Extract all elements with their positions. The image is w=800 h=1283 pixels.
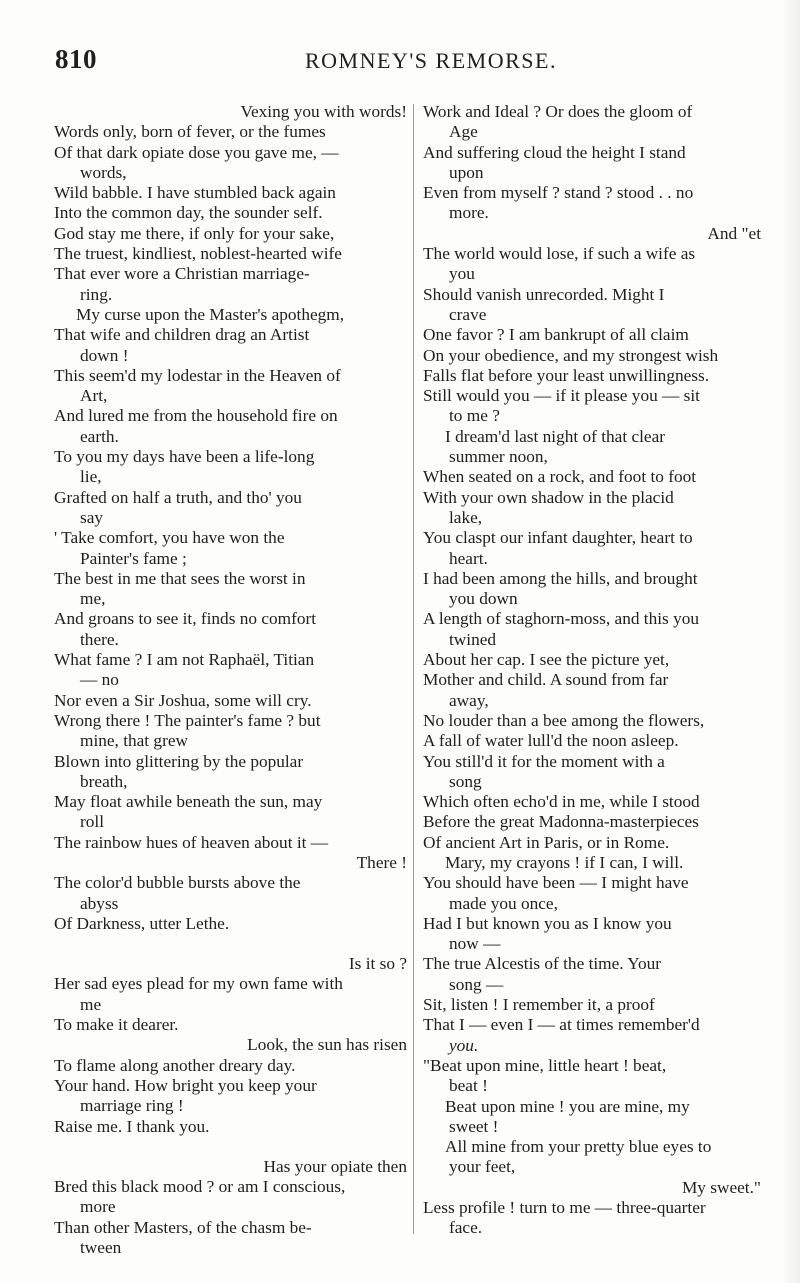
verse-line: To flame along another dreary day. [54,1055,296,1075]
verse-line: May float awhile beneath the sun, may [54,792,323,812]
verse-line: Of Darkness, utter Lethe. [54,913,230,933]
verse-line: Still would you — if it please you — sit [423,386,700,406]
verse-line: earth. [80,426,119,446]
verse-line: There ! [356,852,407,872]
verse-line: Look, the sun has risen [247,1035,407,1055]
verse-line: Sit, listen ! I remember it, a proof [423,995,655,1015]
verse-line: This seem'd my lodestar in the Heaven of [54,365,341,385]
verse-line: heart. [449,548,488,568]
verse-line: God stay me there, if only for your sake, [54,223,335,243]
verse-line: Into the common day, the sounder self. [54,203,323,223]
verse-line: roll [80,812,104,832]
verse-line: Vexing you with words! [240,102,407,121]
verse-line: The world would lose, if such a wife as [423,244,696,264]
verse-line: Art, [80,386,108,406]
stanza-gap [54,1137,407,1157]
verse-line: Has your opiate then [263,1156,407,1176]
verse-line: Painter's fame ; [80,548,187,568]
verse-line: summer noon, [449,447,548,467]
verse-line: Less profile ! turn to me — three-quarter [423,1198,706,1218]
page-header [55,44,755,84]
verse-line: Wild babble. I have stumbled back again [54,183,336,203]
verse-line: face. [449,1218,483,1238]
verse-line: your feet, [449,1157,516,1177]
verse-line: What fame ? I am not Raphaël, Titian [54,650,315,670]
verse-line: Should vanish unrecorded. Might I [423,284,665,304]
verse-line: All mine from your pretty blue eyes to [445,1137,712,1157]
verse-line: About her cap. I see the picture yet, [423,650,670,670]
verse-line: ' Take comfort, you have won the [54,528,285,548]
verse-line: now — [449,934,501,954]
verse-line: Of ancient Art in Paris, or in Rome. [423,832,670,852]
verse-line: Nor even a Sir Joshua, some will cry. [54,690,312,710]
verse-line: And suffering cloud the height I stand [423,142,686,162]
verse-line: My sweet." [681,1177,761,1197]
verse-line: And lured me from the household fire on [54,406,338,426]
verse-line: Words only, born of fever, or the fumes [54,122,326,142]
verse-line: Age [449,122,478,142]
verse-line: Wrong there ! The painter's fame ? but [54,710,321,730]
verse-line: sweet ! [449,1116,499,1136]
verse-line: mine, that grew [80,731,188,751]
verse-line: The true Alcestis of the time. Your [423,954,662,974]
verse-line: lake, [449,507,483,527]
verse-line: When seated on a rock, and foot to foot [423,467,697,487]
verse-line: And "et [707,223,761,243]
stanza-gap [54,934,407,954]
verse-line: me, [80,589,106,609]
verse-line: Of that dark opiate dose you gave me, — [54,142,339,162]
verse-line: To make it dearer. [54,1015,179,1035]
verse-line: Mary, my crayons ! if I can, I will. [445,852,684,872]
verse-line: I dream'd last night of that clear [445,426,666,446]
verse-line: No louder than a bee among the flowers, [423,710,705,730]
verse-line: One favor ? I am bankrupt of all claim [423,325,689,345]
right-column [423,102,771,1239]
verse-line: marriage ring ! [80,1096,184,1116]
verse-line: The truest, kindliest, noblest-hearted wife [54,244,342,264]
verse-line: tween [80,1238,122,1258]
verse-line: lie, [80,467,102,487]
verse-line: there. [80,629,119,649]
verse-line: With your own shadow in the placid [423,487,674,507]
verse-line: you. [449,1035,479,1055]
verse-line: The color'd bubble bursts above the [54,873,301,893]
verse-line: words, [80,162,127,182]
verse-line: song [449,771,482,791]
verse-line: you down [449,589,518,609]
verse-line: And groans to see it, finds no comfort [54,609,317,629]
verse-line: You should have been — I might have [423,873,689,893]
verse-line: Raise me. I thank you. [54,1116,210,1136]
verse-line: me [80,994,102,1014]
verse-line: more. [449,203,489,223]
verse-line: Grafted on half a truth, and tho' you [54,487,302,507]
verse-line: abyss [80,893,119,913]
verse-line: Blown into glittering by the popular [54,751,304,771]
verse-line: song — [449,974,504,994]
verse-line: The best in me that sees the worst in [54,568,306,588]
verse-line: You still'd it for the moment with a [423,751,665,771]
verse-line: My curse upon the Master's apothegm, [76,304,345,324]
verse-line: Even from myself ? stand ? stood . . no [423,183,694,203]
running-head: ROMNEY'S REMORSE. [305,48,557,73]
verse-line: Your hand. How bright you keep your [54,1075,317,1095]
verse-line: crave [449,304,487,324]
page-number: 810 [55,44,97,74]
verse-line: To you my days have been a life-long [54,447,315,467]
verse-line: That wife and children drag an Artist [54,325,310,345]
verse-line: That I — even I — at times remember'd [423,1015,700,1035]
verse-line: That ever wore a Christian marriage- [54,264,310,284]
verse-line: breath, [80,771,128,791]
verse-line: — no [80,670,119,690]
verse-line: ring. [80,284,113,304]
verse-line: upon [449,162,484,182]
verse-line: Bred this black mood ? or am I conscious, [54,1177,346,1197]
page-edge-shadow [782,0,800,1283]
verse-line: Falls flat before your least unwillingness. [423,365,710,385]
verse-line: made you once, [449,893,558,913]
verse-line: Work and Ideal ? Or does the gloom of [423,102,693,121]
verse-line: You claspt our infant daughter, heart to [423,528,693,548]
verse-line: Had I but known you as I know you [423,913,672,933]
verse-line: The rainbow hues of heaven about it — [54,832,329,852]
verse-line: Her sad eyes plead for my own fame with [54,974,343,994]
verse-line: A fall of water lull'd the noon asleep. [423,731,679,751]
verse-line: A length of staghorn-moss, and this you [423,609,700,629]
verse-line: Beat upon mine ! you are mine, my [445,1096,690,1116]
verse-line: Mother and child. A sound from far [423,670,669,690]
verse-line: Is it so ? [348,954,407,974]
verse-line: Than other Masters, of the chasm be- [54,1217,312,1237]
verse-line: down ! [80,345,129,365]
verse-line: say [80,507,104,527]
verse-line: to me ? [449,406,500,426]
verse-line: you [449,264,475,284]
left-column [54,102,407,1258]
verse-line: twined [449,629,497,649]
verse-line: more [80,1197,116,1217]
verse-line: away, [449,690,489,710]
verse-line: beat ! [449,1076,488,1096]
verse-line: On your obedience, and my strongest wish [423,345,719,365]
verse-line: I had been among the hills, and brought [423,568,698,588]
column-divider [413,104,414,1234]
verse-line: Before the great Madonna-masterpieces [423,812,699,832]
verse-line: "Beat upon mine, little heart ! beat, [423,1055,667,1075]
verse-line: Which often echo'd in me, while I stood [423,792,700,812]
